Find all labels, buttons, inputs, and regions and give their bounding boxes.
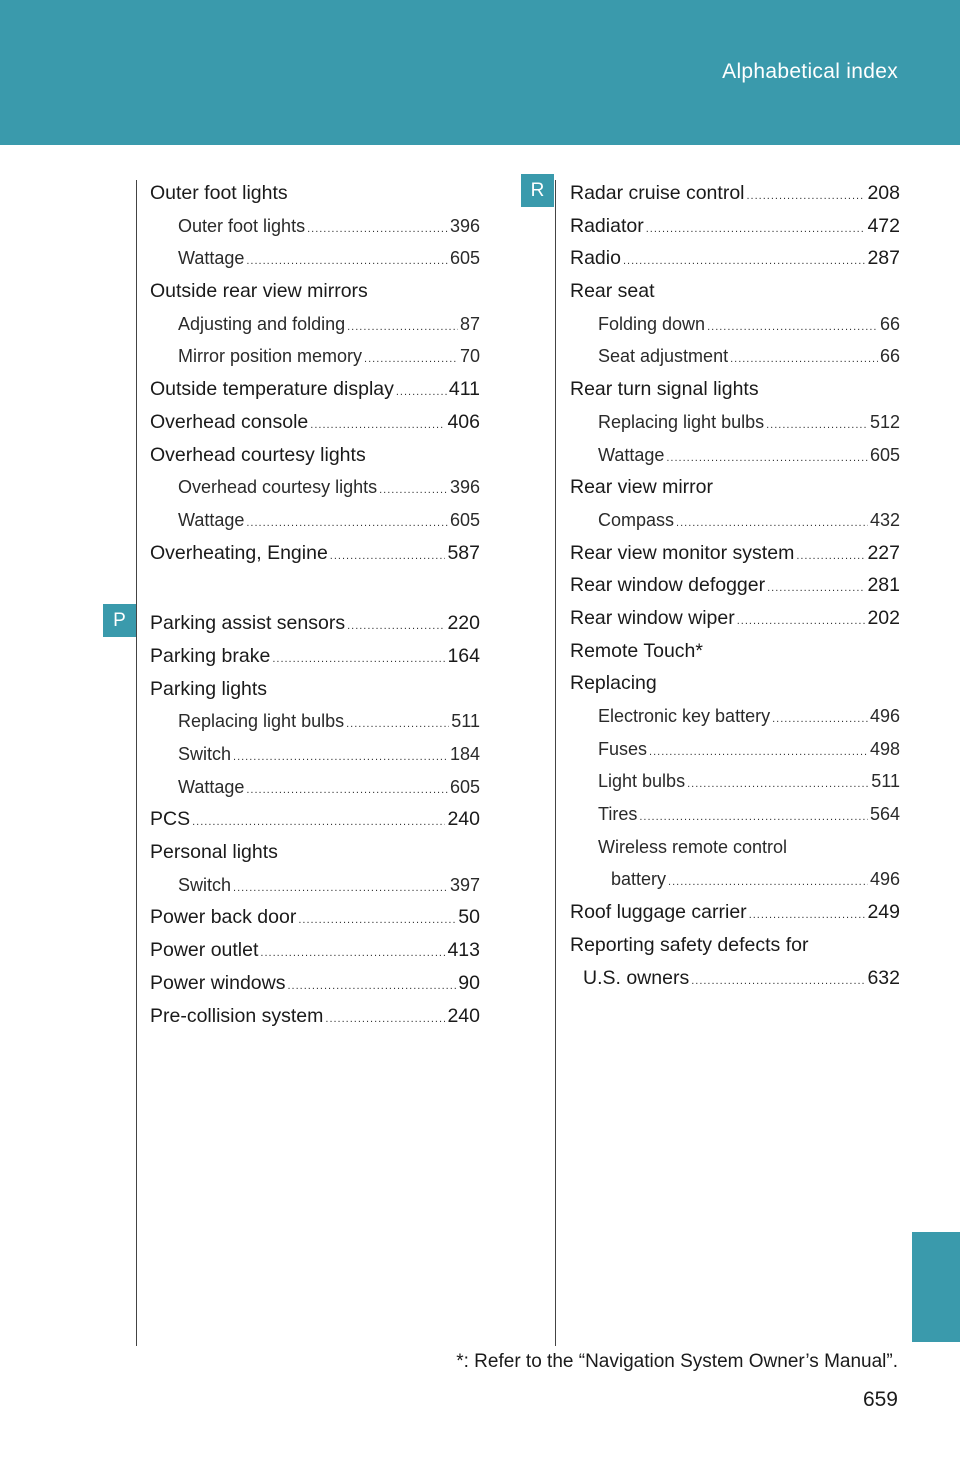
index-entry-label: Parking brake [150, 644, 271, 667]
index-entry-label: Radar cruise control [570, 182, 745, 204]
index-entry [570, 471, 900, 504]
index-entry-label: Wattage [178, 248, 245, 269]
index-entry [150, 537, 480, 570]
index-entry-page: 281 [867, 574, 900, 597]
index-entry-page: 66 [879, 313, 900, 334]
index-entry-page: 202 [867, 606, 900, 629]
index-entry-label: Replacing light bulbs [178, 711, 345, 732]
index-entry-page: 411 [448, 378, 480, 401]
index-entry [570, 373, 900, 406]
index-entry-page: 240 [447, 808, 480, 831]
index-entry-page: 90 [458, 971, 480, 994]
index-entry [570, 667, 900, 700]
index-entry [150, 771, 480, 804]
dot-leader [325, 1003, 445, 1036]
dot-leader [767, 572, 865, 605]
letter-tab-p: P [103, 604, 136, 637]
index-entry-page: 397 [449, 874, 480, 895]
index-entry [570, 439, 900, 472]
index-entry [150, 504, 480, 537]
index-entry-page: 184 [449, 744, 480, 764]
index-entry [150, 836, 480, 869]
index-entry [570, 798, 900, 831]
index-entry-page: 240 [447, 1004, 480, 1027]
index-entry-page: 432 [869, 509, 900, 530]
index-entry-page: 413 [447, 939, 480, 962]
dot-leader [668, 866, 868, 899]
dot-leader [796, 540, 865, 573]
dot-leader [396, 376, 447, 409]
letter-tab-r: R [521, 174, 554, 207]
index-entry-page: 496 [869, 869, 900, 890]
index-entry-label: Wattage [178, 509, 245, 530]
index-entry [150, 673, 480, 706]
index-entry [570, 863, 900, 896]
dot-leader [298, 904, 456, 937]
index-entry [570, 700, 900, 733]
index-entry-page: 632 [867, 966, 900, 989]
index-entry [570, 340, 900, 373]
thumb-index-tab [912, 1232, 960, 1342]
dot-leader [379, 474, 448, 507]
index-entry [570, 569, 900, 602]
dot-leader [737, 605, 866, 638]
index-entry-label: Personal lights [150, 841, 278, 864]
index-entry [150, 738, 480, 771]
index-entry-label: Overhead courtesy lights [178, 477, 378, 498]
index-entry-label: Switch [178, 874, 232, 895]
dot-leader [623, 245, 866, 278]
dot-leader [192, 806, 445, 839]
index-entry-label: Rear view mirror [570, 476, 714, 499]
dot-leader [233, 741, 448, 774]
index-entry-label: Mirror position memory [178, 346, 363, 367]
index-entry-label: Overhead courtesy lights [150, 443, 366, 466]
index-entry-label: Rear view monitor system [570, 541, 795, 564]
index-entry-label: Tires [598, 804, 638, 825]
dot-leader [347, 311, 458, 344]
index-column-left [150, 177, 480, 1032]
dot-leader [707, 311, 878, 344]
index-entry [150, 373, 480, 406]
index-entry-label: Wireless remote control [598, 836, 788, 857]
index-entry [150, 471, 480, 504]
dot-leader [749, 899, 866, 932]
index-entry [150, 177, 480, 210]
index-entry-label: Power windows [150, 971, 286, 994]
index-entry [150, 340, 480, 373]
index-entry-label: Reporting safety defects for [570, 933, 809, 956]
index-entry-page: 164 [447, 644, 480, 667]
index-entry [570, 242, 900, 275]
index-entry [150, 607, 480, 640]
index-entry [150, 210, 480, 243]
index-entry [570, 733, 900, 766]
dot-leader [772, 703, 868, 736]
index-entry [570, 635, 900, 668]
index-entry-label: U.S. owners [583, 966, 690, 989]
index-entry-page: 605 [869, 444, 900, 465]
dot-leader [747, 180, 866, 213]
index-entry-label: Fuses [598, 738, 648, 759]
index-entry-label: Rear turn signal lights [570, 378, 759, 401]
dot-leader [766, 409, 868, 442]
dot-leader [233, 872, 448, 905]
index-entry-label: Outside rear view mirrors [150, 280, 368, 303]
column-divider-middle [555, 180, 556, 1346]
index-entry-page: 396 [449, 215, 480, 236]
dot-leader [307, 213, 448, 246]
index-entry [570, 765, 900, 798]
index-entry-label: Parking lights [150, 677, 268, 700]
index-entry-label: Pre-collision system [150, 1004, 324, 1027]
index-entry-label: Outer foot lights [178, 215, 306, 236]
index-entry [570, 406, 900, 439]
index-entry [570, 896, 900, 929]
index-entry-label: Rear window defogger [570, 574, 766, 597]
section-title: Alphabetical index [722, 60, 898, 83]
dot-leader [666, 442, 868, 475]
index-entry [150, 439, 480, 472]
index-entry-page: 496 [869, 706, 900, 726]
index-entry [150, 803, 480, 836]
index-entry-label: Adjusting and folding [178, 313, 346, 334]
index-entry-page: 396 [449, 477, 480, 498]
index-entry-label: Rear seat [570, 280, 655, 303]
index-entry-label: Compass [598, 509, 675, 530]
index-entry-label: battery [611, 869, 667, 890]
index-entry [150, 308, 480, 341]
index-entry-page: 511 [871, 771, 900, 792]
index-entry [150, 705, 480, 738]
index-entry-label: Electronic key battery [598, 706, 771, 726]
page-number: 659 [862, 1388, 898, 1411]
index-entry [570, 929, 900, 962]
index-entry-label: Replacing light bulbs [598, 411, 765, 432]
index-entry-page: 564 [869, 804, 900, 825]
index-entry-page: 287 [867, 247, 900, 270]
index-entry-label: Roof luggage carrier [570, 901, 747, 924]
index-entry-label: Overhead console [150, 410, 309, 433]
section-gap [150, 569, 480, 607]
index-entry-page: 587 [447, 541, 480, 564]
dot-leader [730, 343, 878, 376]
index-entry [570, 962, 900, 995]
index-entry-label: Replacing [570, 672, 657, 695]
index-entry-page: 50 [458, 906, 480, 929]
index-entry [150, 1000, 480, 1033]
dot-leader [287, 970, 456, 1003]
index-entry-page: 512 [869, 411, 900, 432]
dot-leader [310, 409, 445, 442]
dot-leader [246, 245, 448, 278]
index-entry [150, 640, 480, 673]
index-entry-page: 87 [459, 313, 480, 334]
index-entry-label: PCS [150, 808, 191, 831]
index-entry-page: 249 [867, 901, 900, 924]
index-entry-label: Outside temperature display [150, 378, 394, 401]
index-entry-label: Power outlet [150, 939, 259, 962]
index-entry-label: Rear window wiper [570, 606, 735, 629]
index-entry [570, 275, 900, 308]
dot-leader [691, 965, 865, 998]
index-entry-label: Parking assist sensors [150, 612, 346, 635]
page-header [0, 0, 960, 145]
dot-leader [364, 343, 458, 376]
index-entry [570, 177, 900, 210]
index-entry [150, 275, 480, 308]
index-entry [570, 602, 900, 635]
index-entry [570, 210, 900, 243]
dot-leader [687, 768, 869, 801]
dot-leader [649, 736, 868, 769]
index-entry-page: 472 [867, 214, 900, 237]
index-entry-label: Wattage [178, 776, 245, 797]
dot-leader [330, 540, 446, 573]
index-entry [150, 869, 480, 902]
index-entry [150, 934, 480, 967]
index-entry [570, 831, 900, 864]
index-entry [570, 537, 900, 570]
index-entry-label: Radio [570, 247, 621, 270]
dot-leader [676, 507, 868, 540]
footnote: *: Refer to the “Navigation System Owner’s Manual”. [456, 1351, 898, 1372]
dot-leader [246, 774, 448, 807]
index-entry-label: Wattage [598, 444, 665, 465]
dot-leader [246, 507, 448, 540]
index-entry-label: Seat adjustment [598, 346, 729, 367]
index-entry-label: Radiator [570, 214, 644, 237]
index-entry-page: 498 [869, 738, 900, 759]
index-entry [150, 406, 480, 439]
index-entry-label: Folding down [598, 313, 706, 334]
index-entry-label: Remote Touch* [570, 639, 703, 662]
index-column-right [570, 177, 900, 994]
index-entry-label: Switch [178, 744, 232, 764]
dot-leader [639, 801, 868, 834]
index-entry-page: 605 [449, 248, 480, 269]
index-entry [150, 967, 480, 1000]
index-entry-page: 227 [867, 541, 900, 564]
index-entry [150, 901, 480, 934]
dot-leader [646, 213, 866, 246]
index-entry [570, 308, 900, 341]
dot-leader [347, 610, 445, 643]
index-entry-label: Overheating, Engine [150, 541, 328, 564]
index-entry-page: 605 [449, 776, 480, 797]
dot-leader [346, 708, 449, 741]
index-entry-page: 66 [879, 346, 900, 367]
index-entry [570, 504, 900, 537]
index-entry-page: 208 [867, 182, 900, 204]
column-divider-left [136, 180, 137, 1346]
dot-leader [272, 643, 445, 676]
dot-leader [260, 937, 445, 970]
index-entry-label: Power back door [150, 906, 297, 929]
index-entry-page: 605 [449, 509, 480, 530]
index-entry-page: 70 [459, 346, 480, 367]
index-entry-label: Light bulbs [598, 771, 686, 792]
index-entry [150, 242, 480, 275]
index-entry-page: 406 [447, 410, 480, 433]
index-entry-label: Outer foot lights [150, 182, 288, 204]
index-entry-page: 511 [451, 711, 480, 732]
index-entry-page: 220 [447, 612, 480, 635]
